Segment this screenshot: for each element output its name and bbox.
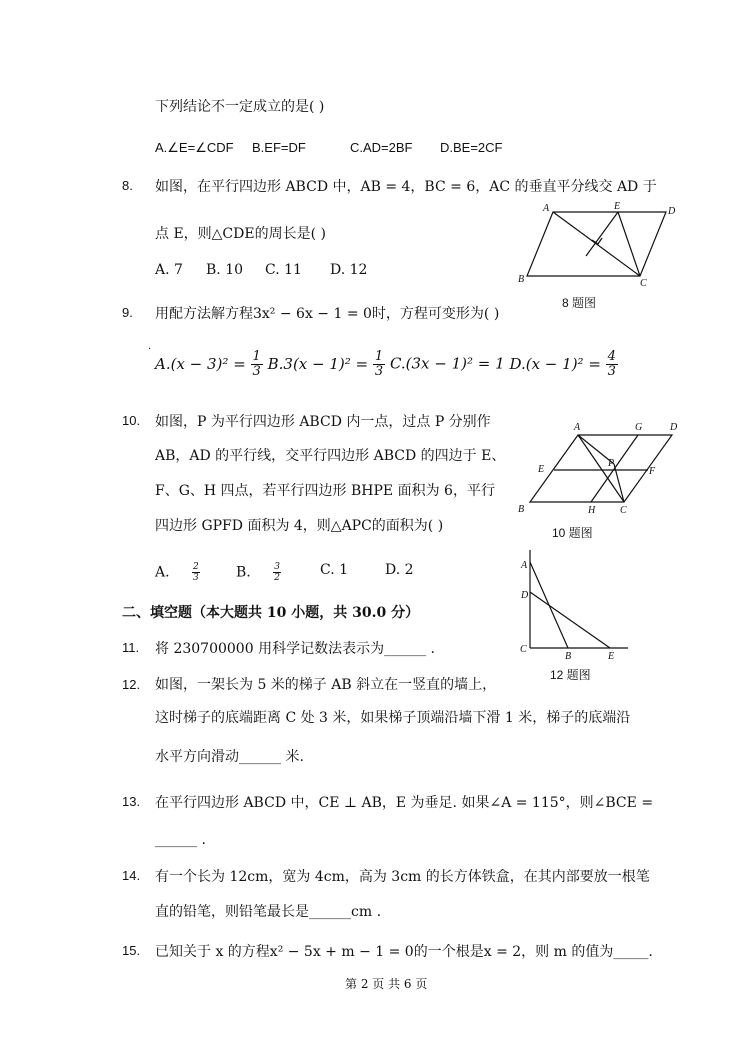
q9-option-b: B.3(x − 1)² = $\frac{1}{3}$ bbox=[267, 349, 384, 379]
q10-label-b: B bbox=[518, 504, 525, 515]
q10-parallelogram-diagram bbox=[508, 415, 688, 520]
q10-label-e: E bbox=[538, 464, 545, 475]
q8-label-d: D bbox=[668, 206, 676, 217]
q9-options-row bbox=[155, 350, 618, 379]
q10-label-h: H bbox=[588, 505, 596, 516]
q10-option-b-fraction: $\frac{3}{2}$ bbox=[274, 562, 280, 583]
q8-segment-ec bbox=[618, 212, 640, 276]
q10-option-a: A. $\frac{2}{3}$ bbox=[155, 562, 199, 583]
q9-option-d: D.(x − 1)² = $\frac{4}{3}$ bbox=[509, 349, 616, 379]
q7-option-b: B.EF=DF bbox=[252, 140, 306, 155]
q9-stem: 用配方法解方程3x² − 6x − 1 = 0时，方程可变形为( ) bbox=[155, 306, 500, 322]
q12-line3: 水平方向滑动______ 米. bbox=[155, 749, 304, 765]
q8-option-d: D. 12 bbox=[330, 262, 368, 278]
q9-option-c: C.(3x − 1)² = 1 bbox=[389, 354, 505, 373]
q10-diagonal-ac bbox=[578, 435, 624, 502]
q11-number: 11. bbox=[122, 640, 140, 655]
q9-option-d-fraction: $\frac{4}{3}$ bbox=[607, 349, 616, 379]
q14-number: 14. bbox=[122, 868, 141, 883]
q13-line1: 在平行四边形 ABCD 中，CE ⊥ AB，E 为垂足. 如果∠A = 115°，则∠BCE = bbox=[155, 795, 654, 811]
q8-label-b: B bbox=[518, 274, 525, 285]
q9-option-a: A.(x − 3)² = $\frac{1}{3}$ bbox=[155, 349, 261, 379]
q10-label-g: G bbox=[635, 422, 643, 433]
q15-number: 15. bbox=[122, 943, 141, 958]
q8-option-c: C. 11 bbox=[265, 262, 302, 278]
q10-figure bbox=[508, 415, 688, 520]
q10-option-a-fraction: $\frac{2}{3}$ bbox=[193, 562, 199, 583]
q12-line2: 这时梯子的底端距离 C 处 3 米，如果梯子顶端沿墙下滑 1 米，梯子的底端沿 bbox=[155, 710, 631, 726]
q13-number: 13. bbox=[122, 794, 141, 809]
q9-option-b-fraction: $\frac{1}{3}$ bbox=[374, 349, 384, 379]
q8-figure bbox=[510, 198, 685, 290]
q10-label-f: F bbox=[649, 466, 656, 477]
q12-number: 12. bbox=[122, 677, 141, 692]
q8-caption: 8 题图 bbox=[562, 296, 597, 310]
q8-option-a: A. 7 bbox=[155, 262, 183, 278]
q10-label-d: D bbox=[670, 422, 678, 433]
q14-line2: 直的铅笔，则铅笔最长是______cm . bbox=[155, 904, 382, 920]
q7-option-d: D.BE=2CF bbox=[440, 140, 503, 155]
q12-label-d: D bbox=[521, 590, 529, 601]
q12-line1: 如图，一架长为 5 米的梯子 AB 斜立在一竖直的墙上， bbox=[155, 677, 497, 693]
section2-title: 二、填空题（本大题共 10 小题，共 30.0 分） bbox=[122, 605, 420, 621]
q10-option-b: B. $\frac{3}{2}$ bbox=[236, 562, 280, 583]
q9-number: 9. bbox=[122, 305, 133, 320]
q8-label-c: C bbox=[640, 278, 647, 289]
q8-perpendicular-bisector bbox=[586, 212, 618, 256]
q12-label-b: B bbox=[565, 651, 572, 660]
q12-label-a: A bbox=[521, 560, 528, 571]
q12-ladder-diagram bbox=[510, 548, 635, 660]
q8-line1: 如图，在平行四边形 ABCD 中，AB = 4，BC = 6，AC 的垂直平分线交 AD 于 bbox=[155, 179, 657, 195]
q10-line1: 如图，P 为平行四边形 ABCD 内一点，过点 P 分别作 bbox=[155, 414, 491, 430]
q8-label-e: E bbox=[614, 201, 621, 212]
q7-option-a: A.∠E=∠CDF bbox=[155, 140, 234, 155]
q7-option-c: C.AD=2BF bbox=[350, 140, 413, 155]
q11-text: 将 230700000 用科学记数法表示为______ . bbox=[155, 641, 435, 657]
q10-option-d: D. 2 bbox=[385, 562, 414, 578]
q10-line4: 四边形 GPFD 面积为 4，则△APC的面积为( ) bbox=[155, 518, 444, 534]
q12-label-e: E bbox=[608, 651, 615, 660]
q10-number: 10. bbox=[122, 413, 141, 428]
q9-option-a-fraction: $\frac{1}{3}$ bbox=[252, 349, 261, 379]
q14-line1: 有一个长为 12cm，宽为 4cm，高为 3cm 的长方体铁盒，在其内部要放一根笔 bbox=[155, 869, 650, 885]
q10-label-p: P bbox=[608, 458, 615, 469]
q8-diagonal-ac bbox=[553, 212, 640, 276]
q10-line3: F、G、H 四点，若平行四边形 BHPE 面积为 6，平行 bbox=[155, 483, 495, 499]
q9-dot: · bbox=[148, 344, 152, 355]
q8-option-b: B. 10 bbox=[206, 262, 244, 278]
q10-line2: AB，AD 的平行线，交平行四边形 ABCD 的四边于 E、 bbox=[155, 448, 506, 464]
q10-label-a: A bbox=[574, 422, 581, 433]
q7-stem: 下列结论不一定成立的是( ) bbox=[155, 99, 325, 115]
q8-line2: 点 E，则△CDE的周长是( ) bbox=[155, 226, 326, 242]
q10-caption: 10 题图 bbox=[552, 526, 593, 540]
q10-label-c: C bbox=[620, 505, 627, 516]
q10-option-c: C. 1 bbox=[320, 562, 349, 578]
q12-figure bbox=[510, 548, 635, 660]
q13-line2: ______ . bbox=[155, 832, 206, 848]
q8-label-a: A bbox=[543, 203, 550, 214]
q8-number: 8. bbox=[122, 178, 133, 193]
page-footer: 第 2 页 共 6 页 bbox=[345, 977, 428, 991]
q12-caption: 12 题图 bbox=[550, 668, 591, 682]
q15-text: 已知关于 x 的方程x² − 5x + m − 1 = 0的一个根是x = 2，则 m 的值为_____. bbox=[155, 944, 653, 960]
q12-ladder-de bbox=[530, 592, 610, 648]
q12-label-c: C bbox=[520, 644, 527, 655]
q8-parallelogram-diagram bbox=[510, 198, 685, 290]
